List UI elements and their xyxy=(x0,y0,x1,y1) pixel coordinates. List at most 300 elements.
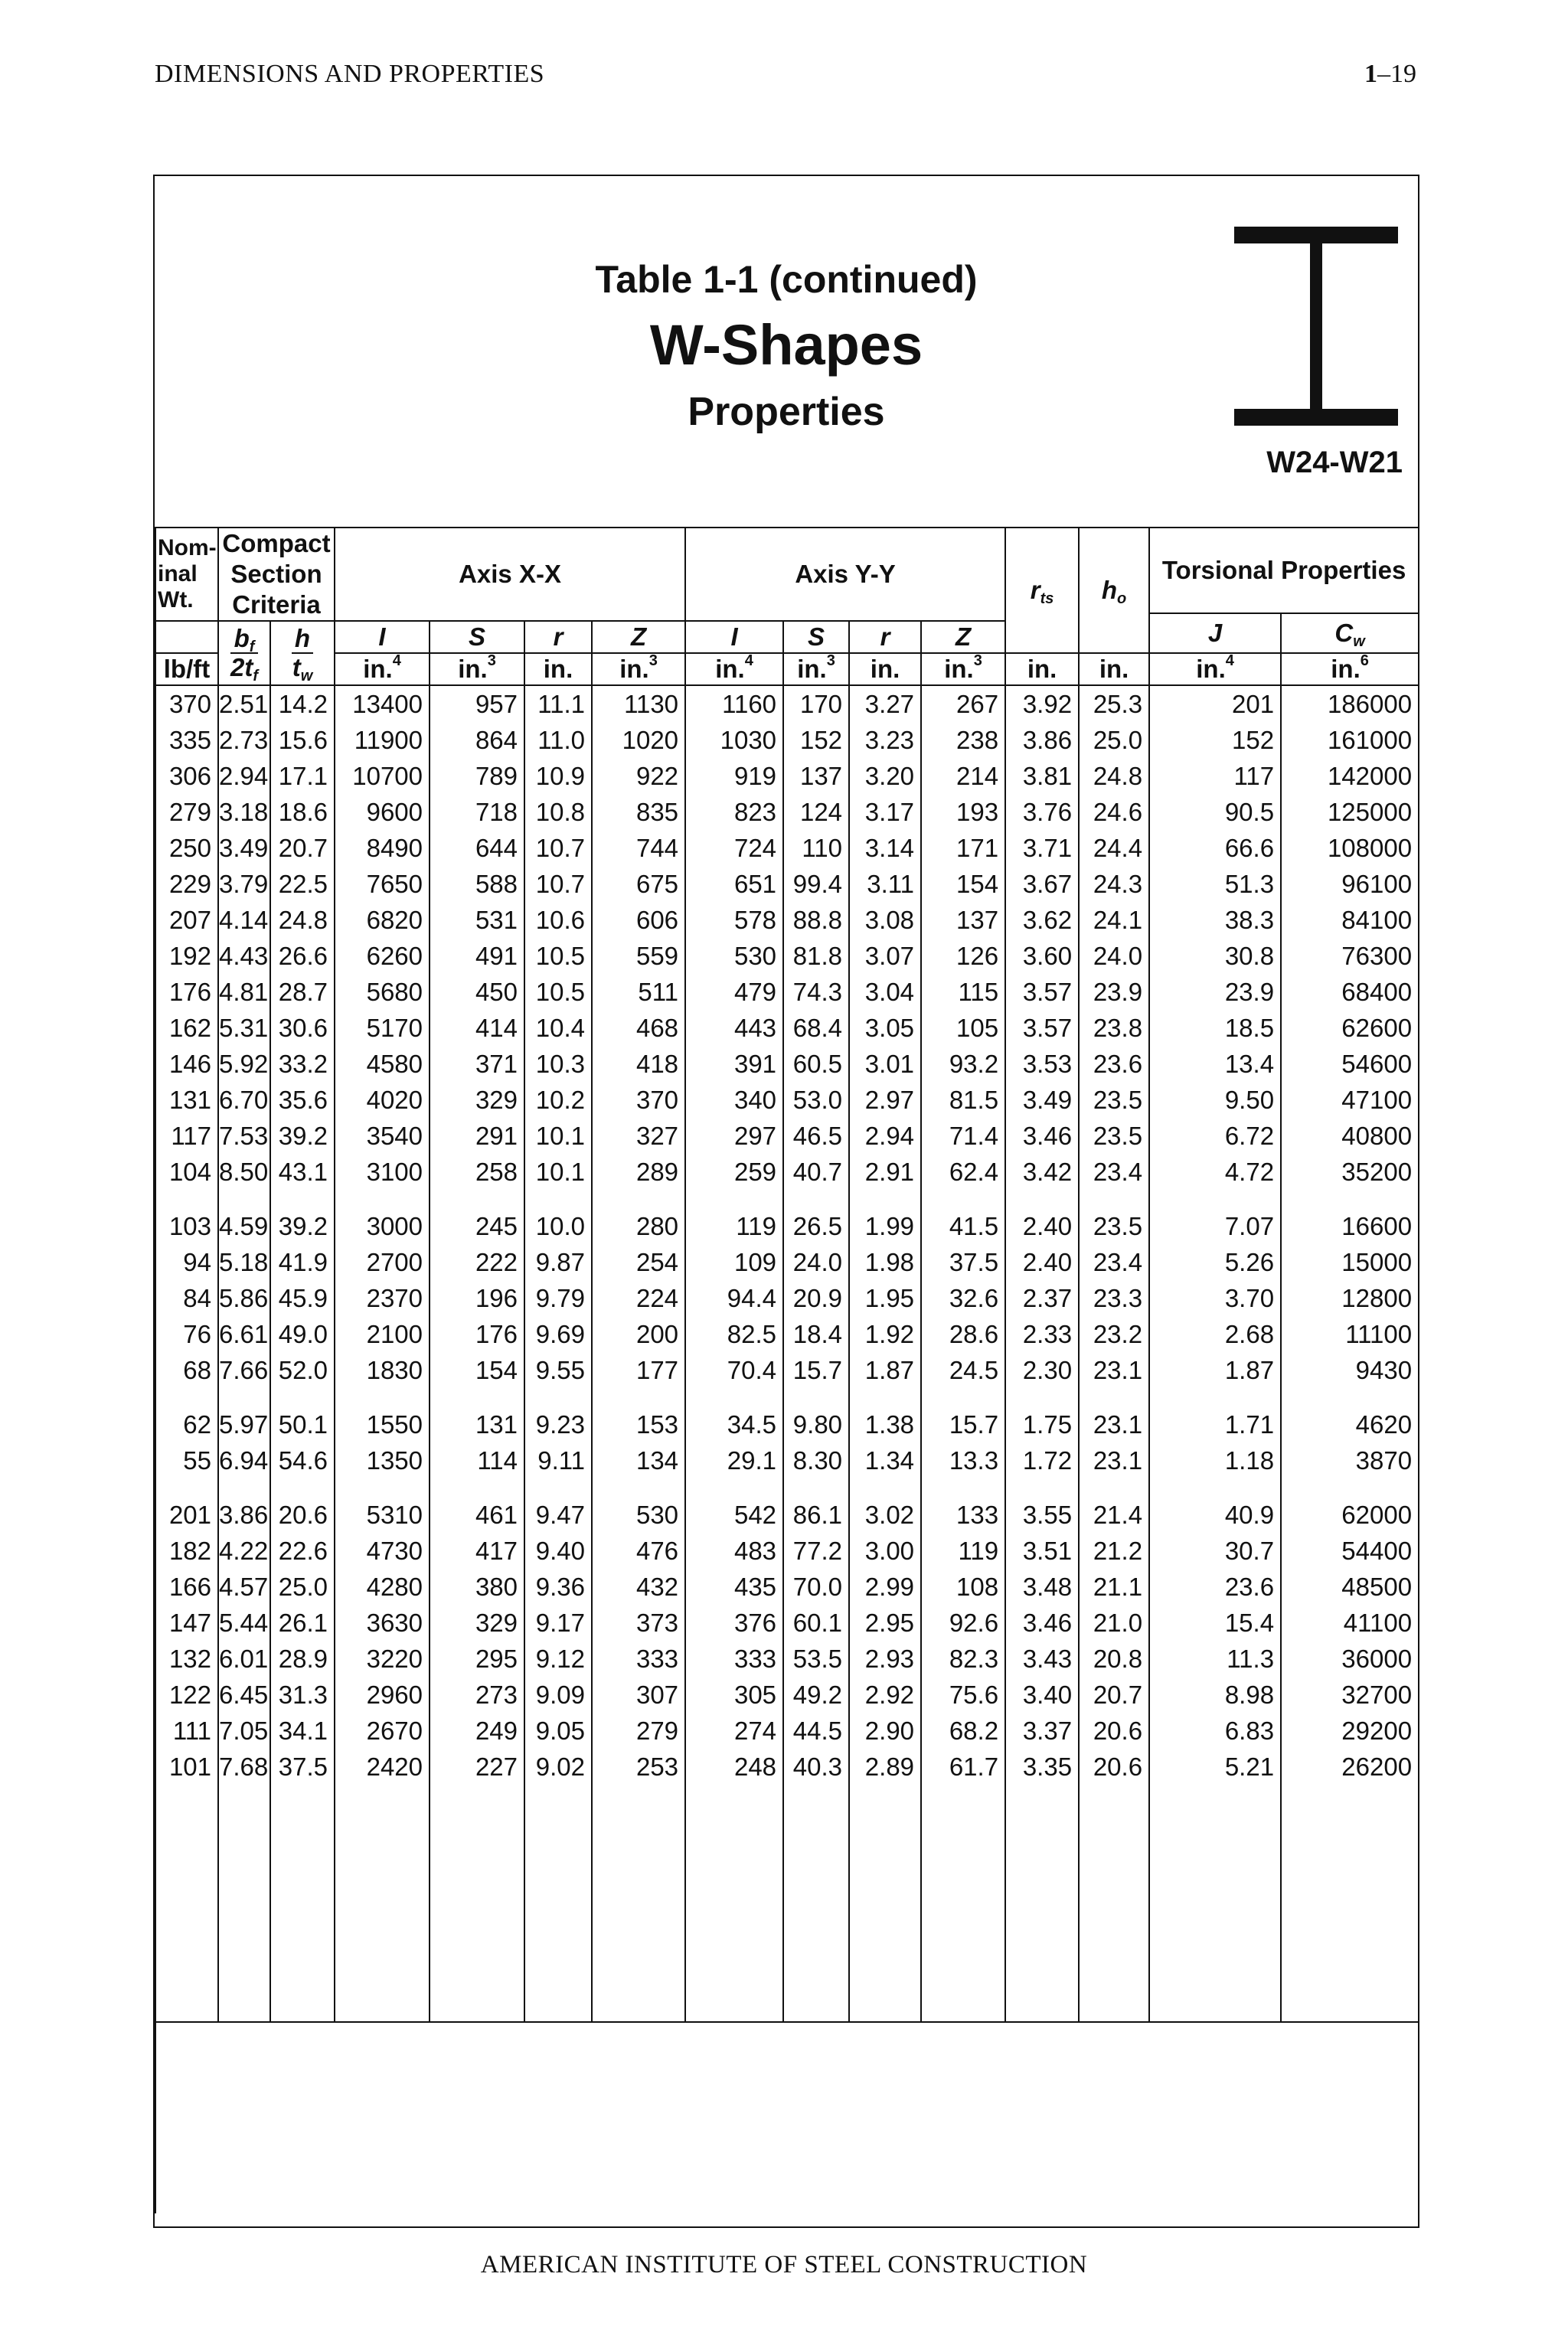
cell-ry: 2.90 xyxy=(849,1713,921,1749)
cell-sx: 114 xyxy=(430,1442,524,1478)
unit-zx xyxy=(592,653,685,685)
table-row xyxy=(155,1118,1419,1154)
cell-sx: 196 xyxy=(430,1280,524,1316)
cell-cw: 186000 xyxy=(1281,685,1419,722)
cell-cw: 62600 xyxy=(1281,1010,1419,1046)
cell-sy: 46.5 xyxy=(783,1118,849,1154)
cell-iy: 1030 xyxy=(685,722,783,758)
cell-cw: 35200 xyxy=(1281,1154,1419,1190)
cell-ho: 24.1 xyxy=(1079,902,1149,938)
cell-ix: 1350 xyxy=(335,1442,430,1478)
cell-j: 1.71 xyxy=(1149,1388,1281,1442)
cell-zx: 280 xyxy=(592,1190,685,1244)
cell-j: 6.83 xyxy=(1149,1713,1281,1749)
cell-cw: 47100 xyxy=(1281,1082,1419,1118)
cell-wt: 131 xyxy=(155,1082,218,1118)
cell-bf: 4.22 xyxy=(218,1533,270,1569)
cell-bf: 4.81 xyxy=(218,974,270,1010)
cell-rx: 10.1 xyxy=(524,1154,592,1190)
h-den: t xyxy=(292,653,301,681)
cell-h: 20.6 xyxy=(270,1478,335,1533)
cell-iy: 443 xyxy=(685,1010,783,1046)
cell-rts: 1.72 xyxy=(1005,1442,1079,1478)
h-fraction xyxy=(292,624,313,684)
shape-range: W24-W21 xyxy=(1266,446,1403,479)
cell-bf: 6.45 xyxy=(218,1677,270,1713)
cell-ry: 3.27 xyxy=(849,685,921,722)
cell-j: 152 xyxy=(1149,722,1281,758)
cell-ho: 23.5 xyxy=(1079,1118,1149,1154)
cell-zy: 13.3 xyxy=(921,1442,1005,1478)
cell-cw: 161000 xyxy=(1281,722,1419,758)
cell-zx: 253 xyxy=(592,1749,685,1785)
cell-h: 39.2 xyxy=(270,1118,335,1154)
cell-ho: 25.0 xyxy=(1079,722,1149,758)
cell-cw: 48500 xyxy=(1281,1569,1419,1605)
cell-zx: 307 xyxy=(592,1677,685,1713)
empty-cell xyxy=(685,1785,783,2022)
cell-ry: 3.04 xyxy=(849,974,921,1010)
cell-sx: 329 xyxy=(430,1605,524,1641)
cell-iy: 530 xyxy=(685,938,783,974)
cell-ho: 24.8 xyxy=(1079,758,1149,794)
cell-ho: 25.3 xyxy=(1079,685,1149,722)
cell-ho: 23.6 xyxy=(1079,1046,1149,1082)
cell-rx: 10.8 xyxy=(524,794,592,830)
cell-zx: 1020 xyxy=(592,722,685,758)
cell-sx: 227 xyxy=(430,1749,524,1785)
cell-cw: 26200 xyxy=(1281,1749,1419,1785)
cell-rx: 9.40 xyxy=(524,1533,592,1569)
cell-j: 1.87 xyxy=(1149,1352,1281,1388)
cell-ho: 24.6 xyxy=(1079,794,1149,830)
cell-rx: 9.12 xyxy=(524,1641,592,1677)
table-row xyxy=(155,1352,1419,1388)
cell-wt: 207 xyxy=(155,902,218,938)
cell-zy: 171 xyxy=(921,830,1005,866)
cell-iy: 823 xyxy=(685,794,783,830)
torsional-header: Torsional Properties xyxy=(1149,528,1419,613)
cell-rts: 1.75 xyxy=(1005,1388,1079,1442)
cell-cw: 3870 xyxy=(1281,1442,1419,1478)
table-row xyxy=(155,974,1419,1010)
cell-ho: 23.1 xyxy=(1079,1352,1149,1388)
cell-bf: 7.66 xyxy=(218,1352,270,1388)
cell-sx: 718 xyxy=(430,794,524,830)
cell-ho: 20.6 xyxy=(1079,1713,1149,1749)
cell-ry: 3.01 xyxy=(849,1046,921,1082)
cell-zx: 333 xyxy=(592,1641,685,1677)
cell-h: 39.2 xyxy=(270,1190,335,1244)
cell-rx: 10.2 xyxy=(524,1082,592,1118)
cell-h: 35.6 xyxy=(270,1082,335,1118)
cell-rts: 3.49 xyxy=(1005,1082,1079,1118)
cell-iy: 82.5 xyxy=(685,1316,783,1352)
cell-rts: 3.62 xyxy=(1005,902,1079,938)
cell-ix: 5170 xyxy=(335,1010,430,1046)
cell-rts: 2.37 xyxy=(1005,1280,1079,1316)
header-row-units xyxy=(155,653,1419,685)
cell-wt: 84 xyxy=(155,1280,218,1316)
cell-rx: 11.1 xyxy=(524,685,592,722)
cell-h: 24.8 xyxy=(270,902,335,938)
cell-ho: 23.1 xyxy=(1079,1388,1149,1442)
table-row xyxy=(155,1046,1419,1082)
title-block xyxy=(155,176,1418,528)
table-row xyxy=(155,1749,1419,1785)
cell-j: 4.72 xyxy=(1149,1154,1281,1190)
cell-wt: 101 xyxy=(155,1749,218,1785)
empty-cell xyxy=(1079,1785,1149,2022)
cell-ix: 2960 xyxy=(335,1677,430,1713)
cell-iy: 34.5 xyxy=(685,1388,783,1442)
cell-sy: 60.5 xyxy=(783,1046,849,1082)
cell-wt: 62 xyxy=(155,1388,218,1442)
cell-rts: 2.30 xyxy=(1005,1352,1079,1388)
cell-zx: 835 xyxy=(592,794,685,830)
empty-cell xyxy=(524,1785,592,2022)
cell-h: 30.6 xyxy=(270,1010,335,1046)
cell-sy: 24.0 xyxy=(783,1244,849,1280)
cell-zy: 81.5 xyxy=(921,1082,1005,1118)
zy-header: Z xyxy=(921,621,1005,653)
table-row xyxy=(155,1244,1419,1280)
cell-zy: 193 xyxy=(921,794,1005,830)
cell-j: 201 xyxy=(1149,685,1281,722)
ry-header: r xyxy=(849,621,921,653)
bf-den-sub: f xyxy=(253,668,258,684)
cell-sx: 249 xyxy=(430,1713,524,1749)
unit-cw xyxy=(1281,653,1419,685)
cell-h: 31.3 xyxy=(270,1677,335,1713)
cell-ry: 2.94 xyxy=(849,1118,921,1154)
cell-ix: 3540 xyxy=(335,1118,430,1154)
cell-ho: 23.4 xyxy=(1079,1244,1149,1280)
cell-bf: 4.59 xyxy=(218,1190,270,1244)
cell-j: 40.9 xyxy=(1149,1478,1281,1533)
cell-ho: 23.5 xyxy=(1079,1082,1149,1118)
cell-rx: 9.02 xyxy=(524,1749,592,1785)
cell-iy: 1160 xyxy=(685,685,783,722)
empty-cell xyxy=(270,1785,335,2022)
cell-zx: 177 xyxy=(592,1352,685,1388)
cell-ix: 1830 xyxy=(335,1352,430,1388)
cell-wt: 103 xyxy=(155,1190,218,1244)
cell-rts: 3.43 xyxy=(1005,1641,1079,1677)
cell-j: 13.4 xyxy=(1149,1046,1281,1082)
cell-j: 30.7 xyxy=(1149,1533,1281,1569)
cell-j: 51.3 xyxy=(1149,866,1281,902)
cell-wt: 117 xyxy=(155,1118,218,1154)
cell-sx: 291 xyxy=(430,1118,524,1154)
table-filler-row xyxy=(155,1785,1419,2022)
cell-h: 22.6 xyxy=(270,1533,335,1569)
cell-h: 25.0 xyxy=(270,1569,335,1605)
cell-ry: 2.93 xyxy=(849,1641,921,1677)
table-row xyxy=(155,1569,1419,1605)
cell-sy: 40.7 xyxy=(783,1154,849,1190)
cell-j: 3.70 xyxy=(1149,1280,1281,1316)
cell-sy: 68.4 xyxy=(783,1010,849,1046)
cell-bf: 4.14 xyxy=(218,902,270,938)
cell-iy: 376 xyxy=(685,1605,783,1641)
cell-sy: 81.8 xyxy=(783,938,849,974)
cell-rx: 9.47 xyxy=(524,1478,592,1533)
table-row xyxy=(155,1442,1419,1478)
empty-cell xyxy=(921,1785,1005,2022)
cell-sx: 295 xyxy=(430,1641,524,1677)
cell-j: 30.8 xyxy=(1149,938,1281,974)
unit-rts: in. xyxy=(1005,653,1079,685)
cell-wt: 55 xyxy=(155,1442,218,1478)
table-row xyxy=(155,1713,1419,1749)
cell-ry: 1.98 xyxy=(849,1244,921,1280)
cell-ry: 3.11 xyxy=(849,866,921,902)
table-body xyxy=(155,685,1419,2213)
cell-ix: 5680 xyxy=(335,974,430,1010)
cw-subscript: w xyxy=(1353,633,1365,650)
cell-h: 14.2 xyxy=(270,685,335,722)
cell-ho: 24.4 xyxy=(1079,830,1149,866)
cell-zy: 41.5 xyxy=(921,1190,1005,1244)
cell-ry: 2.97 xyxy=(849,1082,921,1118)
unit-ho: in. xyxy=(1079,653,1149,685)
table-subtitle: Properties xyxy=(688,390,885,434)
cell-zx: 511 xyxy=(592,974,685,1010)
bf-den: 2t xyxy=(230,653,253,681)
nominal-weight-label: Nom-inal Wt. xyxy=(158,535,217,612)
cell-zy: 68.2 xyxy=(921,1713,1005,1749)
ho-header xyxy=(1079,528,1149,653)
cell-zx: 468 xyxy=(592,1010,685,1046)
cell-zx: 153 xyxy=(592,1388,685,1442)
cell-rx: 10.1 xyxy=(524,1118,592,1154)
cell-ho: 20.7 xyxy=(1079,1677,1149,1713)
empty-cell xyxy=(849,1785,921,2022)
cell-wt: 162 xyxy=(155,1010,218,1046)
cell-iy: 305 xyxy=(685,1677,783,1713)
cell-ho: 23.9 xyxy=(1079,974,1149,1010)
empty-cell xyxy=(783,1785,849,2022)
cell-ho: 23.8 xyxy=(1079,1010,1149,1046)
empty-cell xyxy=(155,1785,218,2022)
cell-sy: 18.4 xyxy=(783,1316,849,1352)
cell-sy: 88.8 xyxy=(783,902,849,938)
unit-ix-exp: 4 xyxy=(392,652,401,669)
cell-rts: 3.46 xyxy=(1005,1118,1079,1154)
cell-sx: 644 xyxy=(430,830,524,866)
unit-sy xyxy=(783,653,849,685)
cell-cw: 36000 xyxy=(1281,1641,1419,1677)
cell-bf: 3.86 xyxy=(218,1478,270,1533)
cell-ix: 3000 xyxy=(335,1190,430,1244)
cell-cw: 15000 xyxy=(1281,1244,1419,1280)
cell-zx: 373 xyxy=(592,1605,685,1641)
table-row xyxy=(155,1677,1419,1713)
cell-ry: 2.95 xyxy=(849,1605,921,1641)
cell-bf: 7.53 xyxy=(218,1118,270,1154)
table-row xyxy=(155,1190,1419,1244)
cell-zy: 115 xyxy=(921,974,1005,1010)
cell-h: 50.1 xyxy=(270,1388,335,1442)
cell-rts: 3.57 xyxy=(1005,974,1079,1010)
bf-fraction xyxy=(230,624,258,684)
cell-h: 37.5 xyxy=(270,1749,335,1785)
cell-rx: 11.0 xyxy=(524,722,592,758)
cell-zy: 154 xyxy=(921,866,1005,902)
cell-h: 52.0 xyxy=(270,1352,335,1388)
running-head: DIMENSIONS AND PROPERTIES xyxy=(155,60,545,88)
rx-header: r xyxy=(524,621,592,653)
empty-cell xyxy=(592,1785,685,2022)
table-row xyxy=(155,1641,1419,1677)
cell-bf: 3.79 xyxy=(218,866,270,902)
cell-bf: 5.31 xyxy=(218,1010,270,1046)
table-row xyxy=(155,1082,1419,1118)
cell-h: 54.6 xyxy=(270,1442,335,1478)
table-row xyxy=(155,1478,1419,1533)
cell-wt: 94 xyxy=(155,1244,218,1280)
unit-cw-exp: 6 xyxy=(1360,652,1369,669)
table-row xyxy=(155,830,1419,866)
table-row xyxy=(155,722,1419,758)
cell-j: 90.5 xyxy=(1149,794,1281,830)
cell-ho: 23.1 xyxy=(1079,1442,1149,1478)
cell-zy: 126 xyxy=(921,938,1005,974)
unit-zy-base: in. xyxy=(944,655,974,683)
cell-j: 18.5 xyxy=(1149,1010,1281,1046)
compact-criteria-label: Compact Section Criteria xyxy=(222,529,331,619)
cell-zx: 530 xyxy=(592,1478,685,1533)
cell-bf: 6.70 xyxy=(218,1082,270,1118)
page-number-bold: 1 xyxy=(1364,60,1377,88)
table-row xyxy=(155,1316,1419,1352)
cell-j: 2.68 xyxy=(1149,1316,1281,1352)
cell-zx: 418 xyxy=(592,1046,685,1082)
cell-sx: 131 xyxy=(430,1388,524,1442)
cell-zx: 279 xyxy=(592,1713,685,1749)
cell-bf: 3.18 xyxy=(218,794,270,830)
cell-iy: 542 xyxy=(685,1478,783,1533)
cell-h: 26.1 xyxy=(270,1605,335,1641)
bf-num-sub: f xyxy=(249,639,255,655)
cell-wt: 76 xyxy=(155,1316,218,1352)
cell-sx: 789 xyxy=(430,758,524,794)
cell-rts: 3.71 xyxy=(1005,830,1079,866)
cell-ho: 21.2 xyxy=(1079,1533,1149,1569)
cell-rx: 9.23 xyxy=(524,1388,592,1442)
cell-rx: 10.4 xyxy=(524,1010,592,1046)
cell-sx: 329 xyxy=(430,1082,524,1118)
cell-j: 15.4 xyxy=(1149,1605,1281,1641)
cell-sy: 26.5 xyxy=(783,1190,849,1244)
unit-ix-base: in. xyxy=(363,655,393,683)
table-frame xyxy=(153,175,1419,2228)
cell-zy: 62.4 xyxy=(921,1154,1005,1190)
cell-wt: 306 xyxy=(155,758,218,794)
cell-zy: 133 xyxy=(921,1478,1005,1533)
axis-y-header: Axis Y-Y xyxy=(685,528,1005,621)
table-row xyxy=(155,1388,1419,1442)
table-row xyxy=(155,685,1419,722)
cell-cw: 40800 xyxy=(1281,1118,1419,1154)
cell-rx: 9.09 xyxy=(524,1677,592,1713)
cell-iy: 297 xyxy=(685,1118,783,1154)
rts-header xyxy=(1005,528,1079,653)
cell-rts: 3.81 xyxy=(1005,758,1079,794)
cell-iy: 578 xyxy=(685,902,783,938)
cell-ho: 23.2 xyxy=(1079,1316,1149,1352)
cell-bf: 6.61 xyxy=(218,1316,270,1352)
cell-rts: 2.40 xyxy=(1005,1244,1079,1280)
cell-ix: 2670 xyxy=(335,1713,430,1749)
table-row xyxy=(155,1280,1419,1316)
cell-zx: 432 xyxy=(592,1569,685,1605)
cell-bf: 6.94 xyxy=(218,1442,270,1478)
cell-zx: 224 xyxy=(592,1280,685,1316)
unit-zx-base: in. xyxy=(619,655,649,683)
unit-zy-exp: 3 xyxy=(973,652,982,669)
cell-bf: 5.18 xyxy=(218,1244,270,1280)
cell-rts: 3.55 xyxy=(1005,1478,1079,1533)
cell-wt: 132 xyxy=(155,1641,218,1677)
rts-symbol: r xyxy=(1030,576,1040,604)
table-row xyxy=(155,902,1419,938)
cell-rx: 10.9 xyxy=(524,758,592,794)
axis-x-header: Axis X-X xyxy=(335,528,685,621)
cell-cw: 54400 xyxy=(1281,1533,1419,1569)
cell-bf: 2.73 xyxy=(218,722,270,758)
cell-sy: 60.1 xyxy=(783,1605,849,1641)
cell-rx: 10.5 xyxy=(524,974,592,1010)
cell-ho: 21.0 xyxy=(1079,1605,1149,1641)
unit-sx xyxy=(430,653,524,685)
cell-iy: 109 xyxy=(685,1244,783,1280)
cell-iy: 391 xyxy=(685,1046,783,1082)
cell-wt: 68 xyxy=(155,1352,218,1388)
cell-iy: 29.1 xyxy=(685,1442,783,1478)
cell-sx: 957 xyxy=(430,685,524,722)
cell-zy: 267 xyxy=(921,685,1005,722)
cell-h: 26.6 xyxy=(270,938,335,974)
cell-sx: 491 xyxy=(430,938,524,974)
cell-cw: 12800 xyxy=(1281,1280,1419,1316)
cell-rts: 3.48 xyxy=(1005,1569,1079,1605)
cell-rts: 3.76 xyxy=(1005,794,1079,830)
cell-iy: 483 xyxy=(685,1533,783,1569)
cell-sx: 450 xyxy=(430,974,524,1010)
cell-ix: 4730 xyxy=(335,1533,430,1569)
cell-wt: 122 xyxy=(155,1677,218,1713)
h-num: h xyxy=(292,625,313,654)
cell-cw: 11100 xyxy=(1281,1316,1419,1352)
cell-rx: 9.17 xyxy=(524,1605,592,1641)
cell-ry: 3.14 xyxy=(849,830,921,866)
empty-cell xyxy=(335,1785,430,2022)
ix-header: I xyxy=(335,621,430,653)
cell-ho: 24.0 xyxy=(1079,938,1149,974)
cell-sx: 371 xyxy=(430,1046,524,1082)
cell-iy: 724 xyxy=(685,830,783,866)
cell-bf: 8.50 xyxy=(218,1154,270,1190)
header-row-groups xyxy=(155,528,1419,613)
cell-ix: 2100 xyxy=(335,1316,430,1352)
cell-ix: 2700 xyxy=(335,1244,430,1280)
cell-sx: 273 xyxy=(430,1677,524,1713)
table-row xyxy=(155,1010,1419,1046)
cell-rts: 2.33 xyxy=(1005,1316,1079,1352)
cell-sx: 417 xyxy=(430,1533,524,1569)
